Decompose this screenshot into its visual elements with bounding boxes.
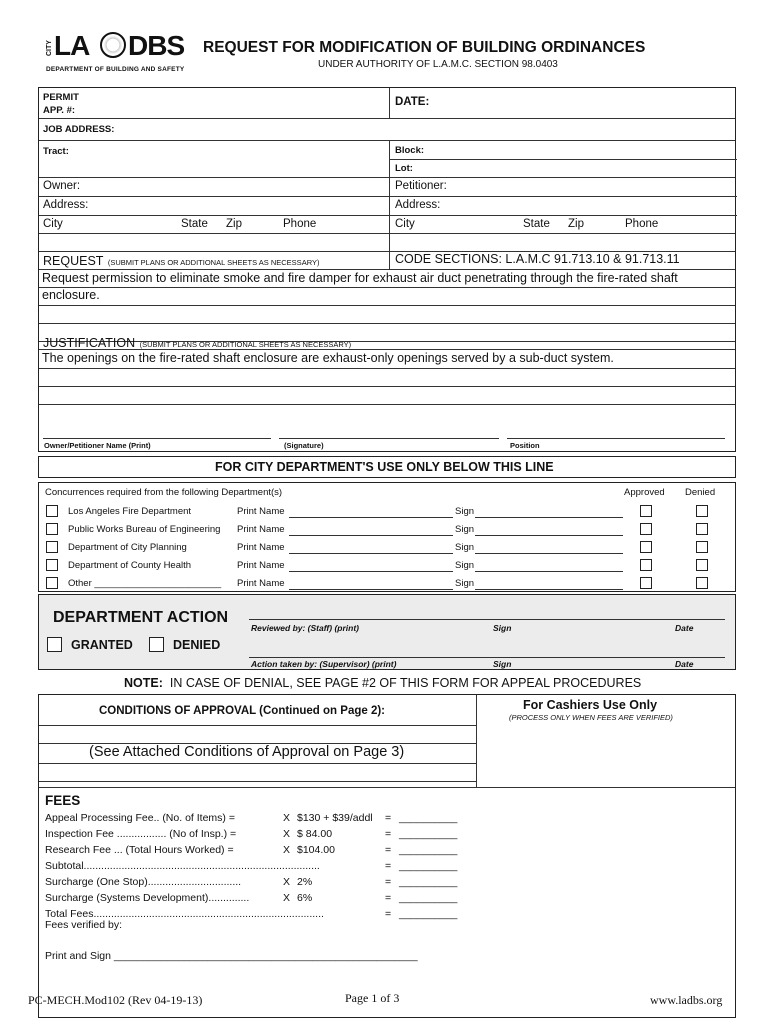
conditions-section: [38, 694, 736, 1018]
page-number: Page 1 of 3: [345, 991, 400, 1005]
owner-state-label: State: [181, 218, 208, 230]
sign-label: Sign: [455, 560, 475, 571]
print-and-sign-line[interactable]: Print and Sign ____________________________________________________: [45, 950, 418, 962]
sign-line[interactable]: [475, 571, 623, 572]
denied-checkbox[interactable]: [696, 505, 708, 517]
denied-checkbox[interactable]: [696, 523, 708, 535]
fee-label: Appeal Processing Fee.. (No. of Items) =: [45, 812, 235, 824]
cashiers-note: (PROCESS ONLY WHEN FEES ARE VERIFIED): [509, 713, 673, 722]
fee-multiplier: X: [283, 828, 291, 840]
fee-equals: =: [385, 828, 392, 840]
city-use-banner: FOR CITY DEPARTMENT'S USE ONLY BELOW THIS LINE: [38, 456, 736, 478]
fee-amount-blank[interactable]: __________: [399, 876, 458, 888]
department-checkbox[interactable]: [46, 541, 58, 553]
approved-checkbox[interactable]: [640, 577, 652, 589]
justification-text: The openings on the fire-rated shaft enclosure are exhaust-only openings served by a sub-duct system.: [42, 351, 614, 365]
print-name-line[interactable]: [289, 589, 453, 590]
fee-multiplier: X: [283, 844, 291, 856]
approved-header: Approved: [624, 487, 665, 498]
fee-amount-blank[interactable]: __________: [399, 892, 458, 904]
print-name-label: Print Name: [237, 542, 285, 553]
owner-name-label: Owner/Petitioner Name (Print): [44, 441, 151, 450]
sign-label: Sign: [455, 542, 475, 553]
fee-label: Subtotal.................................................................................: [45, 860, 320, 872]
department-action-section: [38, 594, 736, 670]
petitioner-state-label: State: [523, 218, 550, 230]
sign-label: Sign: [455, 578, 475, 589]
denied-label: DENIED: [173, 638, 221, 652]
sign-label: Sign: [455, 506, 475, 517]
denied-checkbox[interactable]: [696, 559, 708, 571]
fee-equals: =: [385, 844, 392, 856]
attached-conditions: (See Attached Conditions of Approval on Page 3): [89, 744, 405, 760]
owner-address-label: Address:: [43, 199, 89, 211]
request-form: [38, 87, 736, 452]
print-name-label: Print Name: [237, 560, 285, 571]
department-name: Department of County Health: [68, 560, 192, 571]
department-checkbox[interactable]: [46, 577, 58, 589]
print-name-label: Print Name: [237, 524, 285, 535]
fee-rate: 2%: [297, 876, 313, 888]
request-heading: REQUEST (SUBMIT PLANS OR ADDITIONAL SHEETS AS NECESSARY): [43, 254, 320, 268]
form-id: PC-MECH.Mod102 (Rev 04-19-13): [28, 993, 203, 1007]
ladbs-logo: [46, 30, 186, 78]
petitioner-label: Petitioner:: [395, 180, 447, 192]
sign-line[interactable]: [475, 553, 623, 554]
fees-verified-label: Fees verified by:: [45, 919, 123, 931]
department-name: Public Works Bureau of Engineering: [68, 524, 221, 535]
concurrences-section: [38, 482, 736, 592]
print-name-label: Print Name: [237, 506, 285, 517]
fee-equals: =: [385, 908, 392, 920]
logo-city: CITY: [46, 40, 53, 56]
permit-label: PERMIT APP. #:: [43, 92, 79, 116]
print-name-label: Print Name: [237, 578, 285, 589]
page-subtitle: UNDER AUTHORITY OF L.A.M.C. SECTION 98.0403: [318, 59, 558, 70]
logo-la: LA: [54, 30, 90, 61]
denied-checkbox[interactable]: [696, 577, 708, 589]
denial-note: NOTE: IN CASE OF DENIAL, SEE PAGE #2 OF THIS FORM FOR APPEAL PROCEDURES: [124, 676, 642, 690]
action-sign-label: Sign: [493, 659, 512, 669]
denied-header: Denied: [685, 487, 716, 498]
cashiers-title: For Cashiers Use Only: [523, 698, 658, 712]
request-text-line1: Request permission to eliminate smoke and fire damper for exhaust air duct penetrating through the fire-rated shaft: [42, 271, 678, 285]
owner-label: Owner:: [43, 180, 81, 192]
fee-amount-blank[interactable]: __________: [399, 844, 458, 856]
denied-checkbox[interactable]: [149, 637, 164, 652]
signature-label: (Signature): [284, 441, 324, 450]
approved-checkbox[interactable]: [640, 559, 652, 571]
request-text-line2: enclosure.: [42, 288, 100, 302]
fee-label: Research Fee ... (Total Hours Worked) =: [45, 844, 234, 856]
department-checkbox[interactable]: [46, 523, 58, 535]
owner-zip-label: Zip: [226, 218, 242, 230]
department-name: Los Angeles Fire Department: [68, 506, 192, 517]
fee-label: Surcharge (One Stop)................................: [45, 876, 242, 888]
sign-line[interactable]: [475, 535, 623, 536]
conditions-title: CONDITIONS OF APPROVAL (Continued on Page 2):: [99, 705, 386, 717]
owner-city-label: City: [43, 218, 63, 230]
footer-url[interactable]: www.ladbs.org: [650, 993, 723, 1007]
tract-label: Tract:: [43, 146, 69, 157]
print-name-line[interactable]: [289, 535, 453, 536]
fees-title: FEES: [45, 793, 81, 808]
approved-checkbox[interactable]: [640, 505, 652, 517]
fee-amount-blank[interactable]: __________: [399, 908, 458, 920]
job-address-label: JOB ADDRESS:: [43, 124, 115, 135]
fee-label: Inspection Fee ................. (No of Insp.) =: [45, 828, 237, 840]
print-name-line[interactable]: [289, 553, 453, 554]
owner-phone-label: Phone: [283, 218, 317, 230]
department-name: Other ________________________: [68, 578, 222, 589]
fee-rate: 6%: [297, 892, 313, 904]
date-label: DATE:: [395, 96, 430, 108]
reviewed-sign-label: Sign: [493, 623, 512, 633]
fee-rate: $ 84.00: [297, 828, 333, 840]
fee-equals: =: [385, 812, 392, 824]
city-seal-icon: [100, 32, 126, 58]
fee-amount-blank[interactable]: __________: [399, 812, 458, 824]
logo-dbs: DBS: [128, 30, 185, 61]
justification-heading: JUSTIFICATION (SUBMIT PLANS OR ADDITIONAL SHEETS AS NECESSARY): [43, 336, 352, 350]
fee-multiplier: X: [283, 876, 291, 888]
position-label: Position: [510, 441, 540, 450]
department-checkbox[interactable]: [46, 505, 58, 517]
department-name: Department of City Planning: [68, 542, 187, 553]
granted-checkbox[interactable]: [47, 637, 62, 652]
fee-rate: $104.00: [297, 844, 335, 856]
print-name-line[interactable]: [289, 517, 453, 518]
fee-equals: =: [385, 892, 392, 904]
department-action-title: DEPARTMENT ACTION: [53, 609, 229, 626]
concurrences-label: Concurrences required from the following Department(s): [45, 487, 283, 498]
fee-amount-blank[interactable]: __________: [399, 860, 458, 872]
action-date-label: Date: [675, 659, 694, 669]
lot-label: Lot:: [395, 163, 413, 174]
sign-line[interactable]: [475, 517, 623, 518]
reviewed-by-label: Reviewed by: (Staff) (print): [251, 623, 359, 633]
approved-checkbox[interactable]: [640, 523, 652, 535]
petitioner-city-label: City: [395, 218, 415, 230]
petitioner-address-label: Address:: [395, 199, 441, 211]
fee-label: Surcharge (Systems Development)..............: [45, 892, 250, 904]
department-checkbox[interactable]: [46, 559, 58, 571]
code-sections: CODE SECTIONS: L.A.M.C 91.713.10 & 91.713.11: [395, 252, 680, 266]
logo-subtitle: DEPARTMENT OF BUILDING AND SAFETY: [46, 66, 185, 73]
fee-rate: $130 + $39/addl: [297, 812, 373, 824]
fee-multiplier: X: [283, 812, 291, 824]
reviewed-date-label: Date: [675, 623, 694, 633]
block-label: Block:: [395, 145, 425, 156]
fee-label: Total Fees...............................................................................: [45, 908, 324, 920]
fee-equals: =: [385, 876, 392, 888]
approved-checkbox[interactable]: [640, 541, 652, 553]
sign-line[interactable]: [475, 589, 623, 590]
petitioner-zip-label: Zip: [568, 218, 584, 230]
page-title: REQUEST FOR MODIFICATION OF BUILDING ORDINANCES: [203, 39, 646, 56]
fee-multiplier: X: [283, 892, 291, 904]
granted-label: GRANTED: [71, 638, 133, 652]
print-name-line[interactable]: [289, 571, 453, 572]
denied-checkbox[interactable]: [696, 541, 708, 553]
sign-label: Sign: [455, 524, 475, 535]
petitioner-phone-label: Phone: [625, 218, 659, 230]
action-by-label: Action taken by: (Supervisor) (print): [251, 659, 397, 669]
fee-amount-blank[interactable]: __________: [399, 828, 458, 840]
fee-equals: =: [385, 860, 392, 872]
